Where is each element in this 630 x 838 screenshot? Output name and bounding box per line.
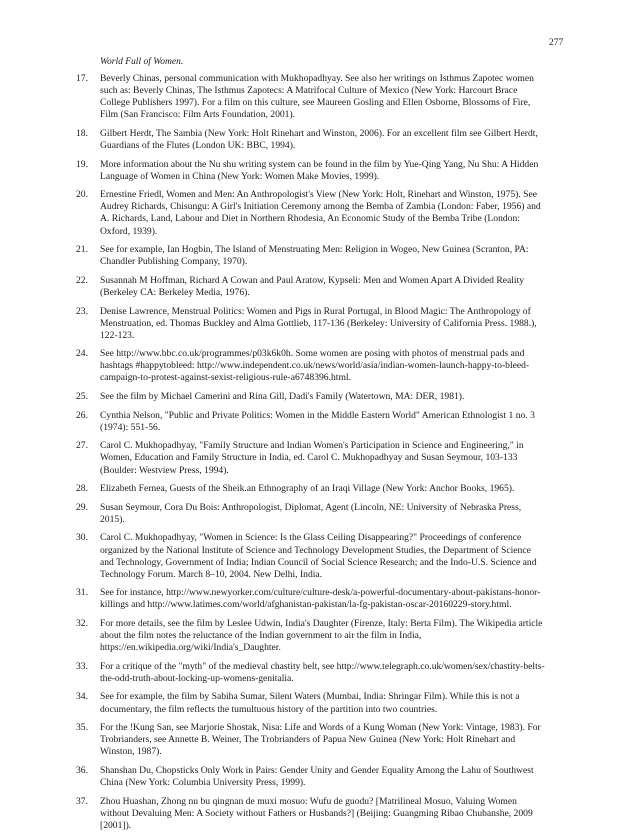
- endnote-29: [76, 502, 546, 526]
- endnote-37: [76, 796, 546, 832]
- note-text: For a critique of the "myth" of the medieval chastity belt, see http://www.telegraph.co.uk/women/sex/chastity-belts-the-odd-truth-about-locking-up-womens-genitalia.: [100, 660, 545, 684]
- note-number: 31.: [76, 587, 88, 599]
- note-number: 25.: [76, 391, 88, 403]
- note-text: See for example, Ian Hogbin, The Island of Menstruating Men: Religion in Wogeo, New Guinea (Scranton, PA: Chandler Publishing Company, 1970).: [100, 244, 529, 268]
- note-text: Beverly Chinas, personal communication with Mukhopadhyay. See also her writings on Isthmus Zapotec women such as: Beverly Chinas, The Isthmus Zapotecs: A Matrifocal Culture of Mexico (New York: Harcourt Brace College Publishers 1997). For a film on this culture, see Maureen Gosling and Ellen Osborne, Blossoms of Fire, Film (San Francisco: Film Arts Foundation, 2001).: [100, 73, 534, 121]
- note-number: 17.: [76, 73, 88, 84]
- endnote-20: [76, 189, 546, 237]
- note-number: 24.: [76, 348, 88, 360]
- note-number: 29.: [76, 501, 88, 513]
- note-number: 34.: [76, 691, 88, 703]
- note-number: 27.: [76, 440, 88, 452]
- note-text: Susan Seymour, Cora Du Bois: Anthropologist, Diplomat, Agent (Lincoln, NE: University of Nebraska Press, 2015).: [100, 501, 522, 525]
- endnote-23: [76, 306, 546, 342]
- note-text: Zhou Huashan, Zhong nu bu qingnan de muxi mosuo: Wufu de guodu? [Matrilineal Mosuo, Valuing Women without Devaluing Men: A Society without Fathers or Husbands?] (Beijing: Guangming Ribao Chubanshe, 2009 [2001]).: [100, 795, 533, 831]
- note-text: Shanshan Du, Chopsticks Only Work in Pairs: Gender Unity and Gender Equality Among the Lahu of Southwest China (New York: Columbia University Press, 1999).: [100, 764, 534, 788]
- endnote-25: [76, 391, 546, 403]
- note-text: See for instance, http://www.newyorker.com/culture/culture-desk/a-powerful-documentary-about-pakistans-honor-killings and http://www.latimes.com/world/afghanistan-pakistan/la-fg-pakistan-oscar-20160229-story.html.: [100, 587, 541, 611]
- endnote-30: [76, 532, 546, 580]
- endnote-33: [76, 661, 546, 685]
- note-number: 35.: [76, 722, 88, 734]
- endnote-24: [76, 348, 546, 384]
- note-text: Denise Lawrence, Menstrual Politics: Women and Pigs in Rural Portugal, in Blood Magic: The Anthropology of Menstruation, ed. Thomas Buckley and Alma Gottlieb, 117-136 (Berkeley: University of California Press. 1988.), 122-123.: [100, 305, 537, 341]
- endnotes-list: [76, 73, 546, 838]
- note-text: Carol C. Mukhopadhyay, "Family Structure and Indian Women's Participation in Science and Engineering," in Women, Education and Family Structure in India, ed. Carol C. Mukhopadhyay and Susan Seymour, 103-133 (Boulder: Westview Press, 1994).: [100, 440, 524, 476]
- note-number: 20.: [76, 189, 88, 201]
- endnote-26: [76, 410, 546, 434]
- note-text: See http://www.bbc.co.uk/programmes/p03k6k0h. Some women are posing with photos of menstrual pads and hashtags #happytobleed: http://www.independent.co.uk/news/world/asia/indian-women-launch-happy-to-bleed-campaign-to-protest-against-sexist-religious-rule-a6748396.html.: [100, 348, 530, 384]
- endnote-35: [76, 722, 546, 758]
- endnote-22: [76, 275, 546, 299]
- endnote-18: [76, 128, 546, 152]
- note-number: 32.: [76, 617, 88, 629]
- note-text: See for example, the film by Sabiha Sumar, Silent Waters (Mumbai, India: Shringar Film). While this is not a documentary, the film reflects the tumultuous history of the partition into two countries.: [100, 691, 520, 715]
- note-number: 37.: [76, 795, 88, 807]
- note-number: 23.: [76, 305, 88, 317]
- note-text: For more details, see the film by Leslee Udwin, India's Daughter (Firenze, Italy: Berta Film). The Wikipedia article about the film notes the reluctance of the Indian government to air the film in India, https://en.wikipedia.org/wiki/India's_Daughter.: [100, 617, 543, 654]
- note-number: 18.: [76, 127, 88, 139]
- note-text: For the !Kung San, see Marjorie Shostak, Nisa: Life and Words of a Kung Woman (New York: Vintage, 1983). For Trobrianders, see Annette B. Weiner, The Trobrianders of Papua New Guinea (New York: Holt Rinehart and Winston, 1987).: [100, 722, 541, 758]
- endnote-36: [76, 765, 546, 789]
- note-number: 28.: [76, 483, 88, 495]
- endnote-21: [76, 244, 546, 268]
- note-text: Elizabeth Fernea, Guests of the Sheik.an Ethnography of an Iraqi Village (New York: Anchor Books, 1965).: [100, 483, 515, 495]
- note-continuation: World Full of Women.: [100, 57, 184, 67]
- note-number: 36.: [76, 764, 88, 776]
- endnote-34: [76, 691, 546, 715]
- note-number: 22.: [76, 274, 88, 286]
- note-number: 33.: [76, 660, 88, 672]
- endnote-28: [76, 483, 546, 495]
- endnote-31: [76, 587, 546, 611]
- note-number: 19.: [76, 158, 88, 170]
- note-text: Ernestine Friedl, Women and Men: An Anthropologist's View (New York: Holt, Rinehart and Winston, 1975). See Audrey Richards, Chisungu: A Girl's Initiation Ceremony among the Bemba of Zambia (London: Faber, 1956) and A. Richards, Land, Labour and Diet in Northern Rhodesia, An Economic Study of the Bemba Tribe (London: Oxford, 1939).: [100, 189, 541, 237]
- note-number: 30.: [76, 532, 88, 544]
- endnote-19: [76, 159, 546, 183]
- note-text: More information about the Nu shu writing system can be found in the film by Yue-Qing Yang, Nu Shu: A Hidden Language of Women in China (New York: Women Make Movies, 1999).: [100, 158, 539, 182]
- note-text: Gilbert Herdt, The Sambia (New York: Holt Rinehart and Winston, 2006). For an excellent film see Gilbert Herdt, Guardians of the Flutes (London UK: BBC, 1994).: [100, 127, 538, 151]
- endnote-32: [76, 618, 546, 654]
- page-number: 277: [549, 38, 564, 48]
- note-number: 26.: [76, 409, 88, 421]
- note-text: Susannah M Hoffman, Richard A Cowan and Paul Aratow, Kypseli: Men and Women Apart A Divided Reality (Berkeley CA: Berkeley Media, 1976).: [100, 274, 525, 298]
- note-text: Cynthia Nelson, "Public and Private Politics: Women in the Middle Eastern World" American Ethnologist 1 no. 3 (1974): 551-56.: [100, 409, 535, 433]
- note-number: 21.: [76, 244, 88, 256]
- endnote-17: [76, 73, 546, 121]
- note-text: See the film by Michael Camerini and Rina Gill, Dadi's Family (Watertown, MA: DER, 1981).: [100, 391, 465, 403]
- endnote-27: [76, 440, 546, 476]
- note-text: Carol C. Mukhopadhyay, "Women in Science: Is the Glass Ceiling Disappearing?" Proceedings of conference organized by the National Institute of Science and Technology Development Studies, the Department of Science and Technology, Government of India; Indian Council of Social Science Research; and the Indo-U.S. Science and Technology Forum. March 8–10, 2004. New Delhi, India.: [100, 532, 537, 580]
